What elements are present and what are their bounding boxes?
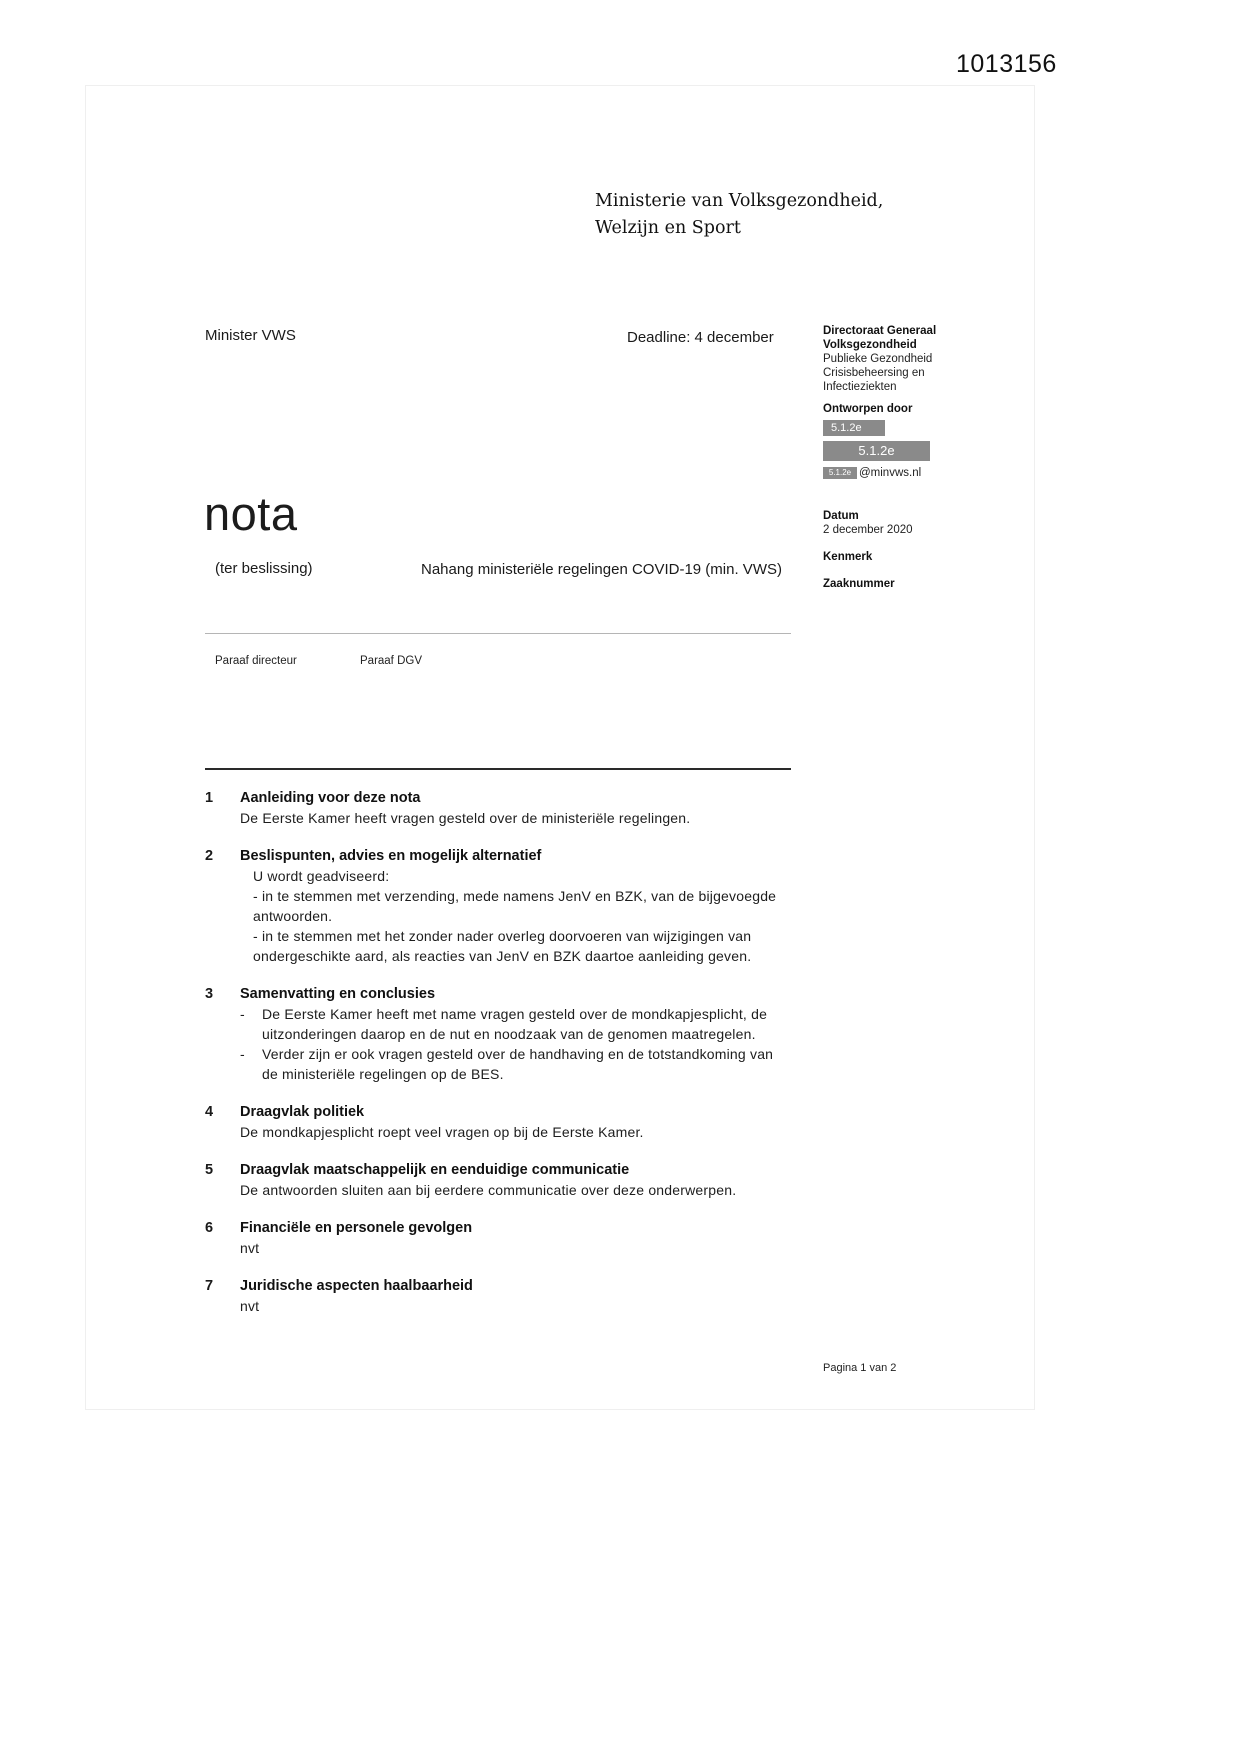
directorate-line2: Volksgezondheid bbox=[823, 339, 917, 351]
section-aanleiding bbox=[205, 788, 799, 828]
section-draagvlak-maatschappelijk bbox=[205, 1160, 799, 1200]
bullet-marker: - bbox=[240, 1006, 245, 1022]
section-title: Beslispunten, advies en mogelijk alternatief bbox=[240, 848, 542, 864]
date-label: Datum bbox=[823, 510, 859, 522]
bullet-item bbox=[240, 1004, 799, 1044]
section-title: Draagvlak politiek bbox=[240, 1104, 365, 1120]
bullet-marker: - bbox=[240, 1046, 245, 1062]
section-paragraph: nvt bbox=[240, 1298, 260, 1314]
section-samenvatting bbox=[205, 984, 799, 1084]
doc-number-stamp: 1013156 bbox=[956, 50, 1057, 78]
redaction-box-name: 5.1.2e bbox=[823, 420, 885, 436]
section-juridische-aspecten bbox=[205, 1276, 799, 1316]
sections-list bbox=[205, 788, 799, 1334]
section-number: 6 bbox=[205, 1220, 214, 1236]
section-title: Juridische aspecten haalbaarheid bbox=[240, 1278, 473, 1294]
section-number: 7 bbox=[205, 1278, 214, 1294]
reference-label: Kenmerk bbox=[823, 551, 873, 563]
bullet-text: Verder zijn er ook vragen gesteld over de handhaving en de totstandkoming van de ministeriële regelingen op de BES. bbox=[262, 1046, 774, 1082]
nota-title: nota bbox=[204, 487, 298, 540]
section-number: 1 bbox=[205, 790, 214, 806]
section-number: 3 bbox=[205, 986, 214, 1002]
redaction-box-role: 5.1.2e bbox=[823, 441, 930, 461]
department-line2: Crisisbeheersing en bbox=[823, 367, 925, 379]
divider-thick bbox=[205, 768, 791, 770]
section-title: Draagvlak maatschappelijk en eenduidige communicatie bbox=[240, 1162, 630, 1178]
section-number: 5 bbox=[205, 1162, 214, 1178]
section-financiele-gevolgen bbox=[205, 1218, 799, 1258]
section-number: 2 bbox=[205, 848, 214, 864]
bullet-item bbox=[240, 1044, 799, 1084]
page-footer: Pagina 1 van 2 bbox=[823, 1362, 897, 1374]
department-line1: Publieke Gezondheid bbox=[823, 353, 933, 365]
date-value: 2 december 2020 bbox=[823, 524, 913, 536]
section-number: 4 bbox=[205, 1104, 214, 1120]
section-title: Aanleiding voor deze nota bbox=[240, 790, 421, 806]
department-line3: Infectieziekten bbox=[823, 381, 897, 393]
section-title: Financiële en personele gevolgen bbox=[240, 1220, 473, 1236]
email-domain: @minvws.nl bbox=[859, 467, 922, 479]
nota-subject: Nahang ministeriële regelingen COVID-19 (min. VWS) bbox=[421, 561, 782, 578]
directorate-line1: Directoraat Generaal bbox=[823, 325, 937, 337]
section-title: Samenvatting en conclusies bbox=[240, 986, 436, 1002]
paraaf-directeur-label: Paraaf directeur bbox=[215, 655, 297, 667]
minister-label: Minister VWS bbox=[205, 327, 296, 344]
paraaf-dgv-label: Paraaf DGV bbox=[360, 655, 422, 667]
deadline-label: Deadline: 4 december bbox=[627, 329, 774, 346]
section-paragraph: De mondkapjesplicht roept veel vragen op bij de Eerste Kamer. bbox=[240, 1124, 644, 1140]
designed-by-label: Ontworpen door bbox=[823, 403, 913, 415]
case-number-label: Zaaknummer bbox=[823, 578, 895, 590]
section-paragraph: De antwoorden sluiten aan bij eerdere communicatie over deze onderwerpen. bbox=[240, 1182, 737, 1198]
ministry-name-line2: Welzijn en Sport bbox=[595, 218, 741, 238]
sidebar-metadata bbox=[823, 324, 963, 591]
section-paragraph: De Eerste Kamer heeft vragen gesteld over de ministeriële regelingen. bbox=[240, 810, 691, 826]
ministry-name bbox=[595, 188, 883, 242]
section-beslispunten bbox=[205, 846, 799, 966]
section-paragraph: nvt bbox=[240, 1240, 260, 1256]
section-paragraph: - in te stemmen met het zonder nader overleg doorvoeren van wijzigingen van ondergeschikte aard, als reacties van JenV en BZK daartoe aanleiding geven. bbox=[253, 928, 752, 964]
ministry-name-line1: Ministerie van Volksgezondheid, bbox=[595, 191, 884, 211]
divider-thin bbox=[205, 633, 791, 634]
redaction-box-email: 5.1.2e bbox=[823, 467, 857, 479]
section-paragraph: U wordt geadviseerd: bbox=[253, 868, 390, 884]
decision-type-label: (ter beslissing) bbox=[215, 560, 313, 577]
bullet-text: De Eerste Kamer heeft met name vragen gesteld over de mondkapjesplicht, de uitzonderingen daarop en de nut en noodzaak van de genomen maatregelen. bbox=[262, 1006, 768, 1042]
section-draagvlak-politiek bbox=[205, 1102, 799, 1142]
email-line bbox=[823, 466, 963, 480]
section-paragraph: - in te stemmen met verzending, mede namens JenV en BZK, van de bijgevoegde antwoorden. bbox=[253, 888, 777, 924]
